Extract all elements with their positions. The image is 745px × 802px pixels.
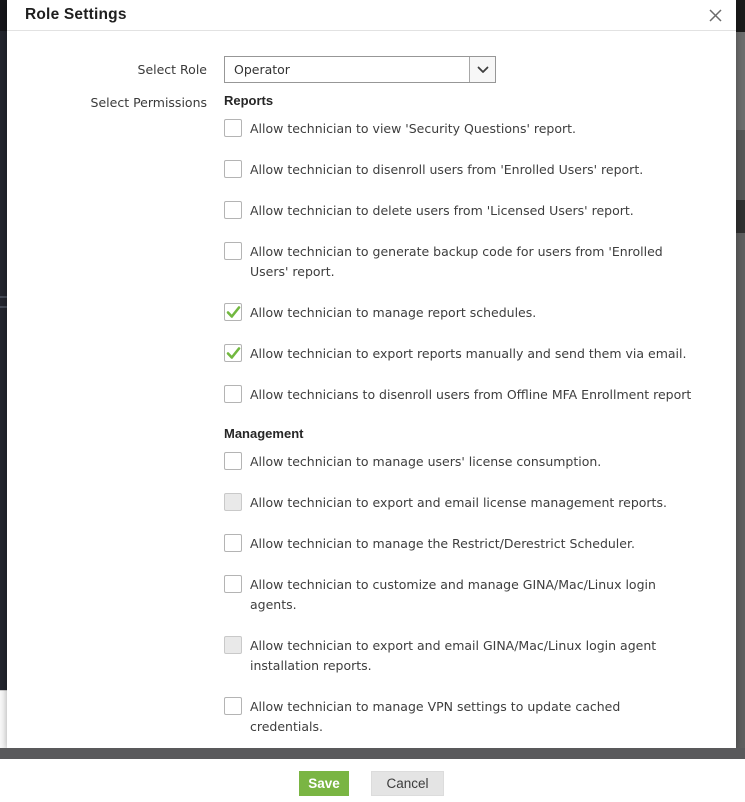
select-role-row: [7, 56, 736, 83]
permission-row: [224, 452, 696, 472]
permission-row: [224, 697, 696, 737]
background-right-strip: [736, 0, 745, 748]
permission-label: Allow technician to delete users from 'Licensed Users' report.: [250, 203, 634, 218]
dialog-body: [7, 31, 736, 758]
background-bottom-band: [0, 748, 745, 759]
permission-row: [224, 160, 696, 180]
select-permissions-row: [7, 93, 736, 758]
permission-label: Allow technicians to disenroll users from Offline MFA Enrollment report: [250, 387, 692, 402]
section-title: Reports: [224, 93, 274, 108]
role-dropdown[interactable]: [224, 56, 496, 83]
permission-row: [224, 636, 696, 676]
permission-label: Allow technician to export reports manually and send them via email.: [250, 346, 687, 361]
permission-checkbox[interactable]: [224, 636, 242, 654]
permission-row: [224, 493, 696, 513]
permission-section-reports: [224, 93, 696, 405]
permission-checkbox[interactable]: [224, 452, 242, 470]
permission-label: Allow technician to manage report schedules.: [250, 305, 537, 320]
permission-row: [224, 201, 696, 221]
background-left-bottom-strip: [0, 690, 7, 748]
permission-checkbox[interactable]: [224, 534, 242, 552]
permission-checkbox[interactable]: [224, 160, 242, 178]
permission-row: [224, 119, 696, 139]
select-permissions-label: Select Permissions: [90, 95, 207, 110]
permission-label: Allow technician to customize and manage GINA/Mac/Linux login agents.: [250, 577, 656, 612]
background-left-top-strip: [0, 0, 7, 31]
background-left-sidebar-strip: [0, 0, 7, 690]
dialog-title: Role Settings: [25, 6, 127, 23]
save-button[interactable]: Save: [299, 771, 349, 796]
close-button[interactable]: [705, 5, 725, 25]
permission-row: [224, 344, 696, 364]
permission-checkbox[interactable]: [224, 697, 242, 715]
checkmark-icon: [226, 347, 241, 360]
permission-row: [224, 303, 696, 323]
permission-checkbox[interactable]: [224, 303, 242, 321]
permission-checkbox[interactable]: [224, 385, 242, 403]
role-dropdown-value: Operator: [234, 62, 290, 77]
permission-row: [224, 242, 696, 282]
cancel-button[interactable]: Cancel: [371, 771, 444, 796]
close-icon: [708, 8, 723, 23]
section-title: Management: [224, 426, 304, 441]
permission-label: Allow technician to manage VPN settings to update cached credentials.: [250, 699, 621, 734]
checkmark-icon: [226, 306, 241, 319]
permission-label: Allow technician to disenroll users from 'Enrolled Users' report.: [250, 162, 644, 177]
permission-label: Allow technician to manage users' license consumption.: [250, 454, 602, 469]
select-role-label: Select Role: [137, 62, 207, 77]
permission-label: Allow technician to export and email license management reports.: [250, 495, 667, 510]
permission-checkbox[interactable]: [224, 344, 242, 362]
permissions-list: [224, 93, 696, 758]
permission-label: Allow technician to export and email GINA/Mac/Linux login agent installation reports.: [250, 638, 657, 673]
permission-checkbox[interactable]: [224, 493, 242, 511]
permission-row: [224, 575, 696, 615]
permission-checkbox[interactable]: [224, 119, 242, 137]
permission-section-management: [224, 426, 696, 737]
permission-label: Allow technician to manage the Restrict/Derestrict Scheduler.: [250, 536, 635, 551]
role-settings-dialog: [7, 0, 736, 791]
permission-checkbox[interactable]: [224, 201, 242, 219]
permission-row: [224, 385, 696, 405]
permission-row: [224, 534, 696, 554]
permission-checkbox[interactable]: [224, 575, 242, 593]
permission-label: Allow technician to generate backup code for users from 'Enrolled Users' report.: [250, 244, 663, 279]
dialog-footer: [7, 758, 736, 802]
dialog-header: [7, 0, 736, 31]
chevron-down-icon: [469, 57, 495, 82]
permission-label: Allow technician to view 'Security Questions' report.: [250, 121, 577, 136]
permission-checkbox[interactable]: [224, 242, 242, 260]
